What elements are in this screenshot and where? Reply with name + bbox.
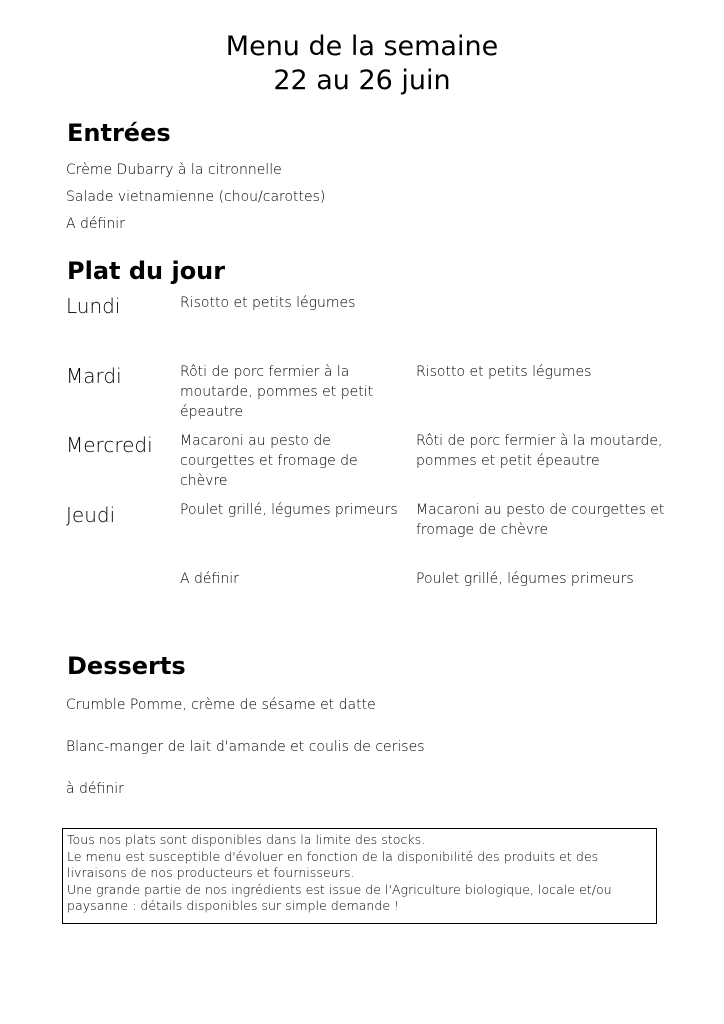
dish-cell: Poulet grillé, légumes primeurs [416, 571, 634, 587]
plat-du-jour-heading: Plat du jour [67, 257, 226, 285]
dessert-item: à définir [66, 781, 124, 797]
notice-line: Une grande partie de nos ingrédients est issue de l'Agriculture biologique, locale et/ou [67, 881, 612, 897]
dish-cell: A définir [180, 571, 239, 587]
notice-line: livraisons de nos producteurs et fournisseurs. [67, 865, 355, 880]
dish-cell: Risotto et petits légumes [180, 295, 356, 311]
menu-date-range: 22 au 26 juin [273, 65, 451, 96]
dish-cell: Rôti de porc fermier à la moutarde, pommes et petit épeautre [180, 364, 374, 420]
dish-cell: Macaroni au pesto de courgettes et fromage de chèvre [416, 502, 665, 538]
dish-cell: Macaroni au pesto de courgettes et fromage de chèvre [180, 433, 358, 489]
notice-line: Le menu est susceptible d'évoluer en fonction de la disponibilité des produits et des [67, 848, 599, 864]
notice-line: paysanne : détails disponibles sur simple demande ! [67, 898, 400, 913]
menu-title: Menu de la semaine [225, 31, 499, 62]
dish-cell: Poulet grillé, légumes primeurs [180, 502, 398, 518]
day-label: Mercredi [66, 433, 153, 457]
dessert-item: Blanc-manger de lait d'amande et coulis de cerises [66, 739, 425, 755]
day-label: Lundi [66, 294, 121, 318]
entrees-heading: Entrées [67, 119, 171, 147]
desserts-heading: Desserts [67, 652, 186, 680]
notice-box [62, 828, 657, 924]
entree-item: Salade vietnamienne (chou/carottes) [66, 189, 326, 205]
entree-item: Crème Dubarry à la citronnelle [66, 162, 282, 178]
dish-cell: Risotto et petits légumes [416, 364, 592, 380]
page-title [0, 30, 724, 98]
notice-line: Tous nos plats sont disponibles dans la limite des stocks. [67, 832, 426, 847]
day-label: Mardi [66, 364, 122, 388]
day-label: Jeudi [66, 503, 116, 527]
dessert-item: Crumble Pomme, crème de sésame et datte [66, 697, 376, 713]
entree-item: A définir [66, 216, 125, 232]
dish-cell: Rôti de porc fermier à la moutarde, pommes et petit épeautre [416, 433, 663, 469]
